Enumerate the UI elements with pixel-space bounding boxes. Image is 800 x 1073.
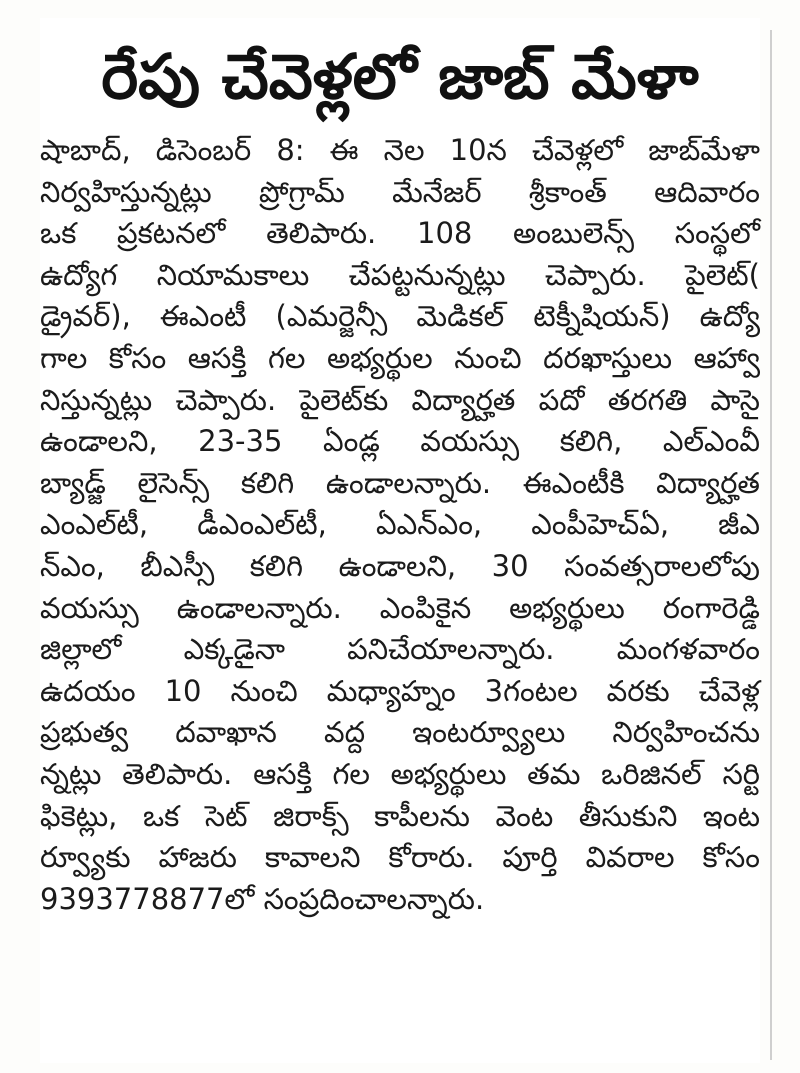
article-line: ఉండాలని, 23-35 ఏండ్ల వయస్సు కలిగి, ఎల్ఎంవీ	[40, 424, 760, 459]
article-line: ఫికెట్లు, ఒక సెట్ జిరాక్స్ కాపీలను వెంట తీసుకుని ఇంట	[40, 798, 760, 833]
headline: రేపు చేవెళ్లలో జాబ్ మేళా	[101, 40, 699, 113]
article-line: డ్రైవర్), ఈఎంటీ (ఎమర్జెన్సీ మెడికల్ టెక్నీషియన్) ఉద్యో	[40, 299, 760, 334]
article-line: ర్వ్యూకు హాజరు కావాలని కోరారు. పూర్తి వివరాల కోసం	[40, 840, 760, 875]
article-line: ఉదయం 10 నుంచి మధ్యాహ్నం 3గంటల వరకు చేవెళ్ల	[40, 673, 760, 708]
article-line: ప్రభుత్వ దవాఖాన వద్ద ఇంటర్వ్యూలు నిర్వహించను	[40, 715, 760, 750]
article-line: షాబాద్, డిసెంబర్ 8: ఈ నెల 10న చేవెళ్లలో జాబ్‌మేళా	[40, 133, 760, 167]
article-line: న్నట్లు తెలిపారు. ఆసక్తి గల అభ్యర్థులు తమ ఒరిజినల్ సర్టి	[40, 756, 760, 791]
column-divider	[770, 30, 772, 1060]
article-line: ఒక ప్రకటనలో తెలిపారు. 108 అంబులెన్స్ సంస్థలో	[40, 216, 760, 251]
article-line: జిల్లాలో ఎక్కడైనా పనిచేయాలన్నారు. మంగళవారం	[40, 632, 760, 667]
article-line: ఉద్యోగ నియామకాలు చేపట్టనున్నట్లు చెప్పారు. పైలెట్(	[40, 257, 760, 292]
news-clipping	[40, 18, 760, 1063]
article-line: న్ఎం, బీఎస్సీ కలిగి ఉండాలని, 30 సంవత్సరాలలోపు	[40, 548, 760, 583]
article-line: వయస్సు ఉండాలన్నారు. ఎంపికైన అభ్యర్థులు రంగారెడ్డి	[40, 590, 760, 625]
article-line: బ్యాడ్జ్ లైసెన్స్ కలిగి ఉండాలన్నారు. ఈఎంటీకి విద్యార్హత	[40, 465, 760, 500]
article-line: ఎంఎల్‌టీ, డీఎంఎల్‌టీ, ఏఎన్ఎం, ఎంపీహెచ్ఏ, జీఎ	[40, 507, 760, 542]
article-body	[40, 130, 760, 920]
article-line: గాల కోసం ఆసక్తి గల అభ్యర్థుల నుంచి దరఖాస్తులు ఆహ్వా	[40, 340, 760, 375]
article-line: నిస్తున్నట్లు చెప్పారు. పైలెట్‌కు విద్యార్హత పదో తరగతి పాసై	[40, 382, 760, 417]
article-line: 9393778877లో సంప్రదించాలన్నారు.	[40, 881, 485, 916]
article-line: నిర్వహిస్తున్నట్లు ప్రోగ్రామ్ మేనేజర్ శ్రీకాంత్ ఆదివారం	[40, 174, 760, 209]
